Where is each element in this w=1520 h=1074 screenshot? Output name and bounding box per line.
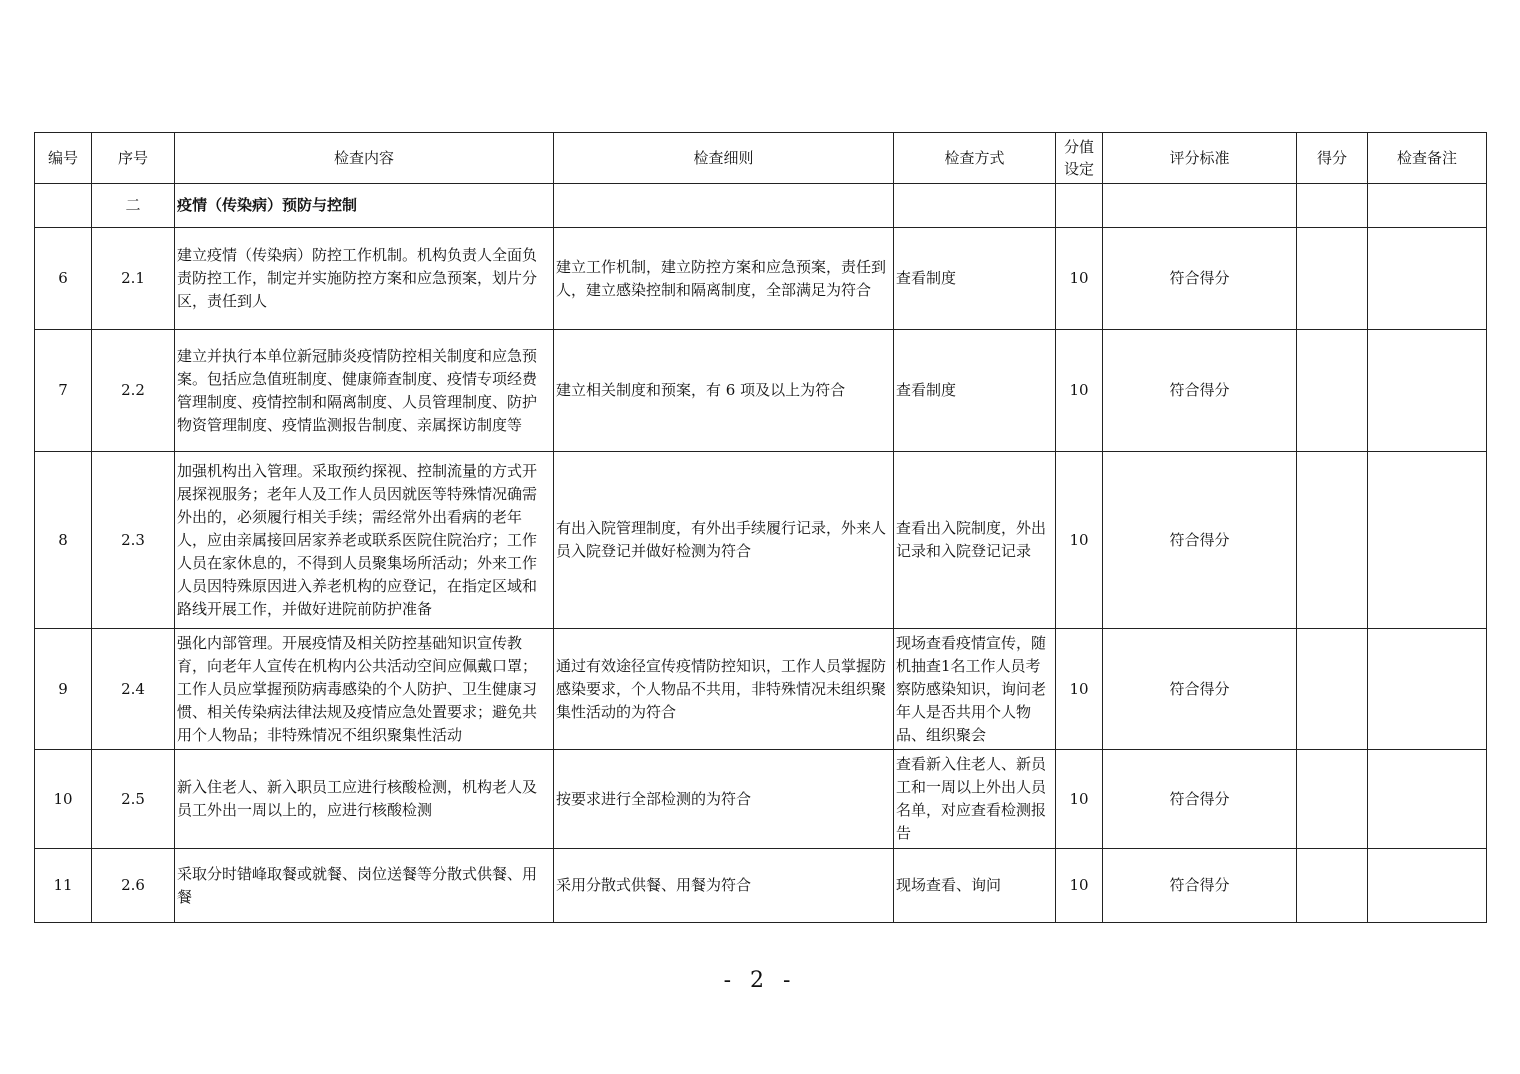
row-content: 建立并执行本单位新冠肺炎疫情防控相关制度和应急预案。包括应急值班制度、健康筛查制度、疫情专项经费管理制度、疫情控制和隔离制度、人员管理制度、防护物资管理制度、疫情监测报告制度、亲属探访制度等 bbox=[175, 330, 554, 452]
row-criteria: 符合得分 bbox=[1103, 228, 1297, 330]
header-row bbox=[35, 133, 1487, 184]
row-content: 强化内部管理。开展疫情及相关防控基础知识宣传教育，向老年人宣传在机构内公共活动空间应佩戴口罩；工作人员应掌握预防病毒感染的个人防护、卫生健康习惯、相关传染病法律法规及疫情应急处置要求；避免共用个人物品；非特殊情况不组织聚集性活动 bbox=[175, 629, 554, 750]
section-empty-cell bbox=[894, 184, 1056, 228]
row-score bbox=[1297, 849, 1368, 923]
page-number: - 2 - bbox=[723, 968, 797, 993]
section-empty-cell bbox=[554, 184, 894, 228]
row-detail: 有出入院管理制度，有外出手续履行记录，外来人员入院登记并做好检测为符合 bbox=[554, 452, 894, 629]
row-detail: 按要求进行全部检测的为符合 bbox=[554, 750, 894, 849]
header-bianhao: 编号 bbox=[35, 133, 92, 184]
row-criteria: 符合得分 bbox=[1103, 629, 1297, 750]
header-criteria: 评分标准 bbox=[1103, 133, 1297, 184]
row-points: 10 bbox=[1056, 330, 1103, 452]
row-xuhao: 2.4 bbox=[92, 629, 175, 750]
header-content: 检查内容 bbox=[175, 133, 554, 184]
section-number: 二 bbox=[92, 184, 175, 228]
row-method: 现场查看疫情宣传，随机抽查1名工作人员考察防感染知识，询问老年人是否共用个人物品、组织聚会 bbox=[894, 629, 1056, 750]
section-title: 疫情（传染病）预防与控制 bbox=[175, 184, 554, 228]
row-xuhao: 2.1 bbox=[92, 228, 175, 330]
row-note bbox=[1368, 330, 1487, 452]
row-xuhao: 2.5 bbox=[92, 750, 175, 849]
row-content: 加强机构出入管理。采取预约探视、控制流量的方式开展探视服务；老年人及工作人员因就医等特殊情况确需外出的，必须履行相关手续；需经常外出看病的老年人，应由亲属接回居家养老或联系医院住院治疗；工作人员在家休息的，不得到人员聚集场所活动；外来工作人员因特殊原因进入养老机构的应登记，在指定区域和路线开展工作，并做好进院前防护准备 bbox=[175, 452, 554, 629]
section-empty-cell bbox=[1056, 184, 1103, 228]
row-content: 建立疫情（传染病）防控工作机制。机构负责人全面负责防控工作，制定并实施防控方案和应急预案，划片分区，责任到人 bbox=[175, 228, 554, 330]
row-method: 查看制度 bbox=[894, 228, 1056, 330]
header-score-setting: 分值设定 bbox=[1056, 133, 1103, 184]
table-row bbox=[35, 452, 1487, 629]
header-xuhao: 序号 bbox=[92, 133, 175, 184]
row-method: 查看新入住老人、新员工和一周以上外出人员名单，对应查看检测报告 bbox=[894, 750, 1056, 849]
row-detail: 采用分散式供餐、用餐为符合 bbox=[554, 849, 894, 923]
row-points: 10 bbox=[1056, 849, 1103, 923]
row-criteria: 符合得分 bbox=[1103, 330, 1297, 452]
table-row bbox=[35, 330, 1487, 452]
row-detail: 通过有效途径宣传疫情防控知识，工作人员掌握防感染要求，个人物品不共用，非特殊情况未组织聚集性活动的为符合 bbox=[554, 629, 894, 750]
row-note bbox=[1368, 629, 1487, 750]
row-points: 10 bbox=[1056, 452, 1103, 629]
row-score bbox=[1297, 228, 1368, 330]
row-score bbox=[1297, 750, 1368, 849]
row-detail: 建立相关制度和预案，有 6 项及以上为符合 bbox=[554, 330, 894, 452]
row-detail: 建立工作机制，建立防控方案和应急预案，责任到人，建立感染控制和隔离制度，全部满足为符合 bbox=[554, 228, 894, 330]
row-note bbox=[1368, 750, 1487, 849]
header-note: 检查备注 bbox=[1368, 133, 1487, 184]
row-xuhao: 2.6 bbox=[92, 849, 175, 923]
row-score bbox=[1297, 330, 1368, 452]
row-bianhao: 7 bbox=[35, 330, 92, 452]
row-criteria: 符合得分 bbox=[1103, 750, 1297, 849]
row-bianhao: 10 bbox=[35, 750, 92, 849]
table-row bbox=[35, 629, 1487, 750]
row-content: 采取分时错峰取餐或就餐、岗位送餐等分散式供餐、用餐 bbox=[175, 849, 554, 923]
row-xuhao: 2.2 bbox=[92, 330, 175, 452]
row-bianhao: 6 bbox=[35, 228, 92, 330]
header-detail: 检查细则 bbox=[554, 133, 894, 184]
row-bianhao: 9 bbox=[35, 629, 92, 750]
row-bianhao: 8 bbox=[35, 452, 92, 629]
row-points: 10 bbox=[1056, 750, 1103, 849]
table-row bbox=[35, 750, 1487, 849]
row-criteria: 符合得分 bbox=[1103, 452, 1297, 629]
row-xuhao: 2.3 bbox=[92, 452, 175, 629]
table-row bbox=[35, 228, 1487, 330]
inspection-table bbox=[34, 132, 1487, 923]
section-empty-cell bbox=[1297, 184, 1368, 228]
row-note bbox=[1368, 452, 1487, 629]
section-empty-cell bbox=[1368, 184, 1487, 228]
section-bianhao-cell bbox=[35, 184, 92, 228]
row-score bbox=[1297, 629, 1368, 750]
header-method: 检查方式 bbox=[894, 133, 1056, 184]
table-row bbox=[35, 849, 1487, 923]
section-empty-cell bbox=[1103, 184, 1297, 228]
section-row bbox=[35, 184, 1487, 228]
row-points: 10 bbox=[1056, 629, 1103, 750]
row-method: 查看出入院制度，外出记录和入院登记记录 bbox=[894, 452, 1056, 629]
row-score bbox=[1297, 452, 1368, 629]
row-content: 新入住老人、新入职员工应进行核酸检测，机构老人及员工外出一周以上的，应进行核酸检测 bbox=[175, 750, 554, 849]
row-note bbox=[1368, 849, 1487, 923]
row-points: 10 bbox=[1056, 228, 1103, 330]
row-bianhao: 11 bbox=[35, 849, 92, 923]
row-method: 现场查看、询问 bbox=[894, 849, 1056, 923]
row-criteria: 符合得分 bbox=[1103, 849, 1297, 923]
header-score: 得分 bbox=[1297, 133, 1368, 184]
row-note bbox=[1368, 228, 1487, 330]
row-method: 查看制度 bbox=[894, 330, 1056, 452]
